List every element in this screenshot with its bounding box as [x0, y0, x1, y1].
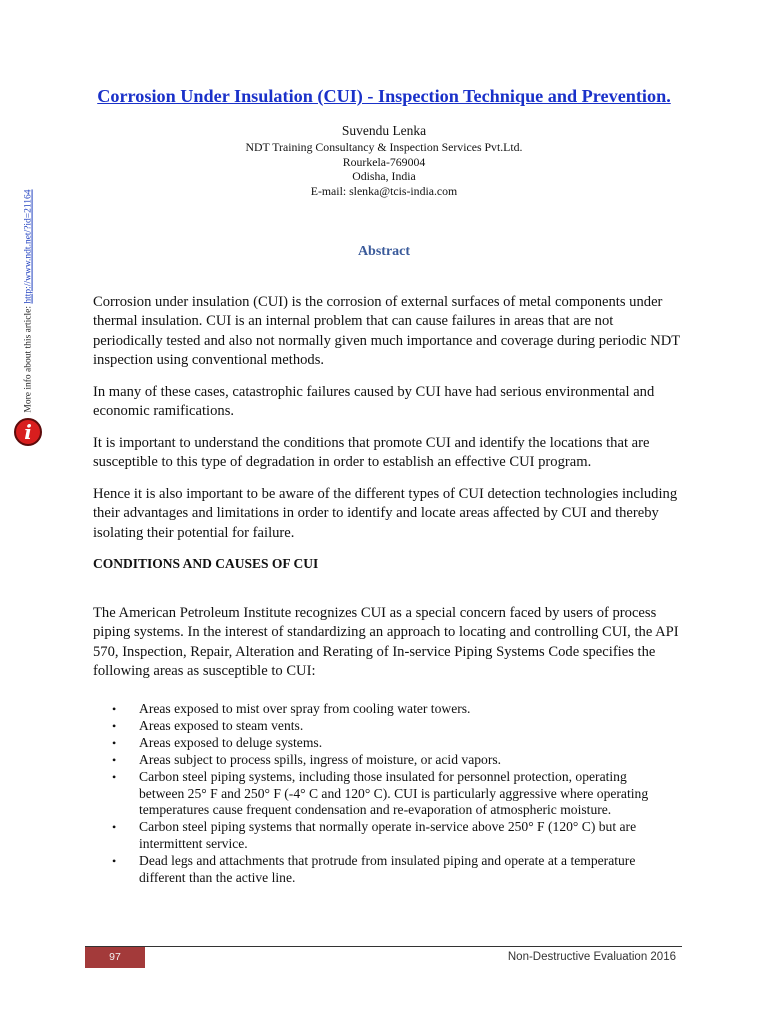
- list-item: [112, 735, 672, 752]
- abstract-paragraph: Corrosion under insulation (CUI) is the corrosion of external surfaces of metal components under thermal insulation. CUI is an internal problem that can cause failures in areas that are not periodically tested and also not normally given much importance and coverage during periodic NDT inspection using conventional methods.: [93, 294, 680, 368]
- author-city: Rourkela-769004: [342, 154, 426, 169]
- footer-publication: Non-Destructive Evaluation 2016: [507, 951, 676, 963]
- side-note-prefix: More info about this article:: [24, 303, 35, 413]
- abstract-paragraph: It is important to understand the conditions that promote CUI and identify the locations that are susceptible to this type of degradation in order to establish an effective CUI program.: [93, 435, 650, 471]
- footer-divider: [85, 946, 682, 947]
- info-icon: i: [14, 418, 42, 446]
- list-item-text: Areas exposed to steam vents.: [139, 717, 304, 733]
- list-item: [112, 752, 672, 769]
- page-number: 97: [85, 947, 145, 968]
- list-item: [112, 769, 672, 820]
- bullet-icon: •: [112, 752, 117, 767]
- list-item-text: Dead legs and attachments that protrude from insulated piping and operate at a temperature different than the active line.: [139, 853, 636, 886]
- list-item-text: Carbon steel piping systems, including those insulated for personnel protection, operating between 25° F and 250° F (-4° C and 120° C). CUI is particularly aggressive where operating temperatures cause frequent condensation and re-evaporation of atmospheric moisture.: [139, 768, 649, 818]
- article-link[interactable]: http://www.ndt.net/?id=21164: [24, 189, 35, 304]
- section-heading: CONDITIONS AND CAUSES OF CUI: [93, 556, 319, 571]
- abstract-paragraph: In many of these cases, catastrophic failures caused by CUI have had serious environmental and economic ramifications.: [93, 384, 655, 420]
- list-item-text: Carbon steel piping systems that normally operate in-service above 250° F (120° C) but are intermittent service.: [139, 819, 637, 852]
- list-item: [112, 718, 672, 735]
- list-item-text: Areas exposed to deluge systems.: [139, 734, 323, 750]
- list-item: [112, 819, 672, 853]
- paper-title: Corrosion Under Insulation (CUI) - Inspection Technique and Prevention.: [97, 86, 671, 106]
- author-block: [0, 122, 768, 198]
- section-paragraph: The American Petroleum Institute recognizes CUI as a special concern faced by users of process piping systems. In the interest of standardizing an approach to locating and controlling CUI, the API 570, Inspection, Repair, Alteration and Rerating of In-service Piping Systems Code specifies the following areas as susceptible to CUI:: [93, 605, 679, 679]
- author-name: Suvendu Lenka: [341, 123, 427, 138]
- list-item-text: Areas subject to process spills, ingress of moisture, or acid vapors.: [139, 751, 502, 767]
- bullet-icon: •: [112, 769, 117, 784]
- bullet-icon: •: [112, 820, 117, 835]
- bullet-icon: •: [112, 854, 117, 869]
- abstract-paragraph: Hence it is also important to be aware of the different types of CUI detection technologies including their advantages and limitations in order to identify and locate areas affected by CUI and thereby isolating their potential for failure.: [93, 486, 678, 541]
- bullet-icon: •: [112, 735, 117, 750]
- susceptible-areas-list: [112, 701, 672, 887]
- author-email: E-mail: slenka@tcis-india.com: [310, 183, 458, 198]
- bullet-icon: •: [112, 718, 117, 733]
- author-region: Odisha, India: [352, 169, 416, 183]
- side-note-more-info: [22, 185, 36, 417]
- bullet-icon: •: [112, 702, 117, 716]
- list-item: [112, 701, 672, 718]
- abstract-heading: Abstract: [357, 244, 411, 259]
- author-affiliation: NDT Training Consultancy & Inspection Services Pvt.Ltd.: [245, 140, 523, 154]
- list-item: [112, 853, 672, 887]
- list-item-text: Areas exposed to mist over spray from cooling water towers.: [139, 701, 471, 716]
